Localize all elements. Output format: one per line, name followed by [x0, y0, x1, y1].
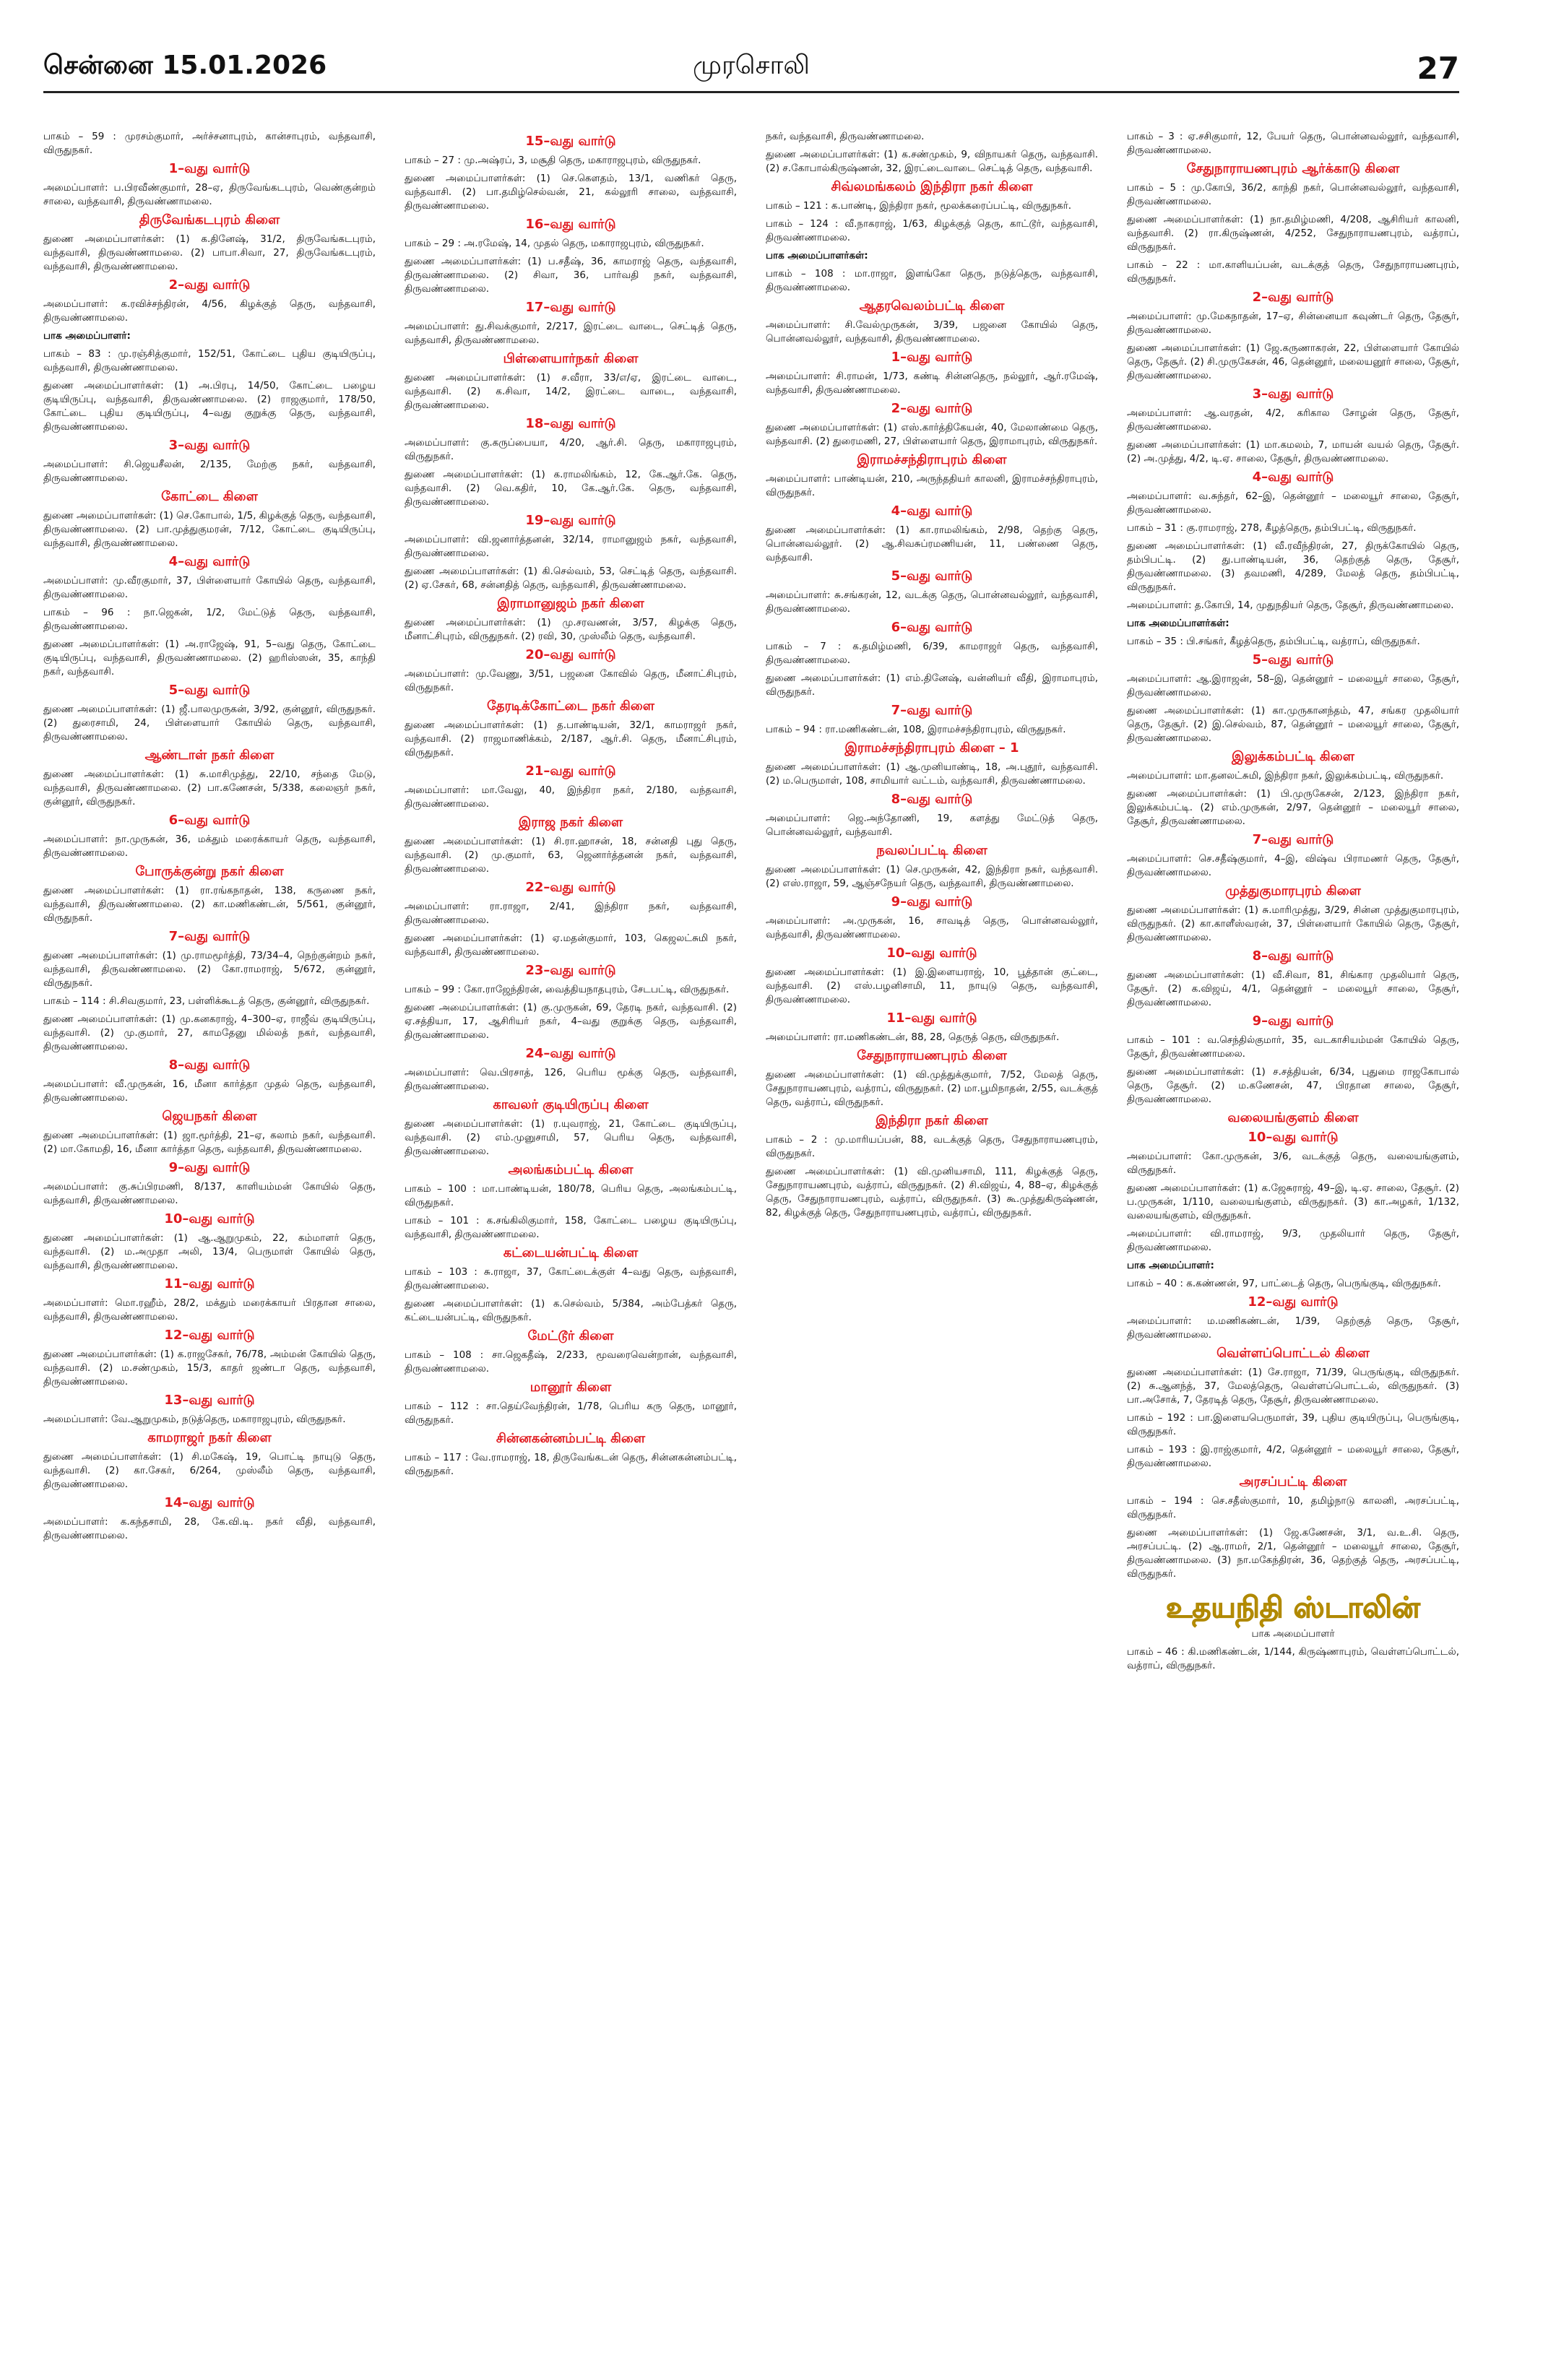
section-heading: 6–வது வார்டு: [168, 813, 251, 828]
section-heading: ஜெயநகர் கிளை: [162, 1109, 257, 1124]
entry-text: பாகம் – 112 : சா.தெய்வேந்திரன், 1/78, பெரிய கரு தெரு, மானூர், விருதுநகர்.: [405, 1401, 737, 1426]
section-heading: 14–வது வார்டு: [164, 1495, 255, 1510]
entry-text: துணை அமைப்பாளர்கள்: (1) த.பாண்டியன், 32/1, காமராஜர் நகர், வந்தவாசி. (2) ராஜமாணிக்கம், 2/187, ஆர்.சி. தெரு, மீனாட்சிபுரம், விருதுநகர்.: [405, 719, 737, 758]
entry-text: துணை அமைப்பாளர்கள்: (1) ஜே.கணேசன், 3/1, வ.உ.சி. தெரு, அரசப்பட்டி. (2) ஆ.ராமர், 2/1, தென்னூர் – மலையூர் சாலை, தேசூர், திருவண்ணாமலை. (3) நா.மகேந்திரன், 36, தெற்குத் தெரு, அரசப்பட்டி, விருதுநகர்.: [1127, 1527, 1459, 1580]
section-heading: 12–வது வார்டு: [1248, 1294, 1339, 1310]
section-heading: இராமச்சந்திராபுரம் கிளை: [857, 452, 1007, 467]
section-heading: 21–வது வார்டு: [525, 763, 616, 779]
entry-text: துணை அமைப்பாளர்கள்: (1) சி.ரா.ஹாசன், 18, சன்னதி புது தெரு, வந்தவாசி. (2) மு.குமார், 63, ஜெனார்த்தனன் நகர், வந்தவாசி, திருவண்ணாமலை.: [405, 836, 737, 875]
section-heading: 5–வது வார்டு: [1252, 652, 1334, 667]
entry-text: துணை அமைப்பாளர்கள்: (1) மு.சரவணன், 3/57, கிழக்கு தெரு, மீனாட்சிபுரம், விருதுநகர். (2) ரவி, 30, முஸ்லீம் தெரு, வந்தவாசி.: [405, 617, 737, 642]
entry-text: துணை அமைப்பாளர்கள்: (1) கி.செல்வம், 53, செட்டித் தெரு, வந்தவாசி. (2) ஏ.சேகர், 68, சன்னதித் தெரு, வந்தவாசி, திருவண்ணாமலை.: [405, 566, 737, 591]
entry-text: பாகம் – 29 : அ.ரமேஷ், 14, முதல் தெரு, மகாராஜபுரம், விருதுநகர்.: [405, 238, 704, 249]
entry-text: பாகம் – 83 : மு.ரஞ்சித்குமார், 152/51, கோட்டை புதிய குடியிருப்பு, வந்தவாசி, திருவண்ணாமலை.: [43, 348, 376, 373]
entry-text: அமைப்பாளர்: சி.வேல்முருகன், 3/39, பஜனை கோயில் தெரு, பொன்னவல்லூர், வந்தவாசி, திருவண்ணாமலை.: [766, 319, 1098, 345]
entry-text: அமைப்பாளர்: க.ரவிச்சந்திரன், 4/56, கிழக்குத் தெரு, வந்தவாசி, திருவண்ணாமலை.: [43, 298, 376, 324]
section-heading: இலுக்கம்பட்டி கிளை: [1232, 749, 1354, 764]
section-heading: காமராஜர் நகர் கிளை: [147, 1430, 272, 1445]
section-heading: வலையங்குளம் கிளை: [1227, 1110, 1359, 1125]
entry-text: அமைப்பாளர்: மா.வேலு, 40, இந்திரா நகர், 2/180, வந்தவாசி, திருவண்ணாமலை.: [405, 784, 737, 810]
section-heading: 4–வது வார்டு: [891, 503, 973, 519]
entry-text: அமைப்பாளர்: க.கந்தசாமி, 28, கே.வி.டி. நகர் வீதி, வந்தவாசி, திருவண்ணாமலை.: [43, 1516, 376, 1541]
entry-text: துணை அமைப்பாளர்கள்: (1) ச.வீரா, 33/எ/ஏ, இரட்டை வாடை, வந்தவாசி. (2) க.சிவா, 14/2, இரட்டை வாடை, வந்தவாசி, திருவண்ணாமலை.: [405, 372, 737, 411]
entry-text: நகர், வந்தவாசி, திருவண்ணாமலை.: [766, 131, 925, 142]
section-heading: 18–வது வார்டு: [525, 416, 616, 431]
section-heading: ஆதரவெலம்பட்டி கிளை: [859, 298, 1005, 313]
entry-text: பாகம் – 94 : ரா.மணிகண்டன், 108, இராமச்சந்திராபுரம், விருதுநகர்.: [766, 724, 1066, 735]
entry-text: பாகம் – 103 : சு.ராஜா, 37, கோட்டைக்குள் 4–வது தெரு, வந்தவாசி, திருவண்ணாமலை.: [405, 1266, 737, 1291]
issue-city-date: சென்னை 15.01.2026: [43, 51, 327, 80]
entry-text: பாகம் – 96 : நா.ஜெகன், 1/2, மேட்டுத் தெரு, வந்தவாசி, திருவண்ணாமலை.: [43, 607, 376, 632]
entry-text: துணை அமைப்பாளர்கள்: (1) ப.சதீஷ், 36, காமராஜ் தெரு, வந்தவாசி, திருவண்ணாமலை. (2) சிவா, 36, பார்வதி நகர், வந்தவாசி, திருவண்ணாமலை.: [405, 256, 737, 295]
entry-text: துணை அமைப்பாளர்கள்: (1) ஜே.கருணாகரன், 22, பிள்ளையார் கோயில் தெரு, தேசூர். (2) சி.முருகேசன், 46, தென்னூர், மலையனூர் சாலை, தேசூர், திருவண்ணாமலை.: [1127, 342, 1459, 381]
entry-text: பாகம் – 121 : க.பாண்டி, இந்திரா நகர், மூலக்கரைப்பட்டி, விருதுநகர்.: [766, 200, 1072, 212]
entry-text: துணை அமைப்பாளர்கள்: (1) வீ.ரவீந்திரன், 27, திருக்கோயில் தெரு, தம்பிபட்டி. (2) து.பாண்டியன், 36, தெற்குத் தெரு, தேசூர், திருவண்ணாமலை. (3) தவமணி, 4/289, மேலத் தெரு, தம்பிபட்டி, விருதுநகர்.: [1127, 540, 1459, 593]
entry-text: துணை அமைப்பாளர்கள்: (1) சு.மாரிமுத்து, 3/29, சின்ன முத்துகுமாரபுரம், விருதுநகர். (2) கா.காளீஸ்வரன், 37, பிள்ளையார் கோயில் தெரு, தேசூர், திருவண்ணாமலை.: [1127, 904, 1459, 943]
entry-text: அமைப்பாளர்: கு.கருப்பையா, 4/20, ஆர்.சி. தெரு, மகாராஜபுரம், விருதுநகர்.: [405, 437, 737, 462]
entry-text: அமைப்பாளர்: ம.மணிகண்டன், 1/39, தெற்குத் தெரு, தேசூர், திருவண்ணாமலை.: [1127, 1315, 1459, 1341]
section-heading: 1–வது வார்டு: [168, 161, 251, 176]
entry-text: பாகம் – 46 : கி.மணிகண்டன், 1/144, கிருஷ்ணாபுரம், வெள்ளப்பொட்டல், வத்ராப், விருதுநகர்.: [1127, 1646, 1459, 1671]
section-heading: 7–வது வார்டு: [1252, 832, 1334, 847]
entry-text: அமைப்பாளர்: வே.ஆறுமுகம், நடுத்தெரு, மகாராஜபுரம், விருதுநகர்.: [43, 1414, 346, 1425]
section-heading: 13–வது வார்டு: [164, 1393, 255, 1408]
section-heading: 7–வது வார்டு: [891, 703, 973, 718]
entry-text: துணை அமைப்பாளர்கள்: (1) க.தினேஷ், 31/2, திருவேங்கடபுரம், வந்தவாசி, திருவண்ணாமலை. (2) பாபா.சிவா, 27, திருவேங்கடபுரம், வந்தவாசி, திருவண்ணாமலை.: [43, 233, 376, 272]
entry-text: பாகம் – 59 : முரசம்குமார், அர்ச்சனாபுரம், கான்சாபுரம், வந்தவாசி, விருதுநகர்.: [43, 131, 376, 156]
column-1: [43, 130, 376, 2355]
section-heading: 4–வது வார்டு: [168, 554, 251, 569]
entry-text: பாகம் – 101 : வ.செந்தில்குமார், 35, வடகாசியம்மன் கோயில் தெரு, தேசூர், திருவண்ணாமலை.: [1127, 1034, 1459, 1060]
section-heading: 20–வது வார்டு: [525, 647, 616, 662]
section-heading: மேட்டூர் கிளை: [527, 1328, 614, 1343]
entry-text: பாகம் – 100 : மா.பாண்டியன், 180/78, பெரிய தெரு, அலங்கம்பட்டி, விருதுநகர்.: [405, 1183, 737, 1208]
entry-text: அமைப்பாளர்: நா.முருகன், 36, மக்தும் மரைக்காயர் தெரு, வந்தவாசி, திருவண்ணாமலை.: [43, 834, 376, 859]
entry-text: அமைப்பாளர்: அ.முருகன், 16, சாவடித் தெரு, பொன்னவல்லூர், வந்தவாசி, திருவண்ணாமலை.: [766, 915, 1098, 940]
header-rule: [43, 91, 1459, 93]
entry-text: பாகம் – 40 : க.கண்ணன், 97, பாட்டைத் தெரு, பெருங்குடி, விருதுநகர்.: [1127, 1278, 1441, 1289]
section-heading: 12–வது வார்டு: [164, 1328, 255, 1343]
entry-text: துணை அமைப்பாளர்கள்: (1) எஸ்.கார்த்திகேயன், 40, மேலாண்மை தெரு, வந்தவாசி. (2) துரைமணி, 27, பிள்ளையார் தெரு, இராமாபுரம், விருதுநகர்.: [766, 422, 1098, 447]
entry-text: துணை அமைப்பாளர்கள்: (1) கா.முருகானந்தம், 47, சங்கர முதலியார் தெரு, தேசூர். (2) இ.செல்வம், 87, தென்னூர் – மலையூர் சாலை, தேசூர், திருவண்ணாமலை.: [1127, 705, 1459, 744]
section-heading: 10–வது வார்டு: [886, 945, 977, 961]
entry-text: அமைப்பாளர்: ஜெ.அந்தோணி, 19, களத்து மேட்டுத் தெரு, பொன்னவல்லூர், வந்தவாசி.: [766, 813, 1098, 838]
section-heading: இந்திரா நகர் கிளை: [876, 1113, 988, 1128]
entry-text: துணை அமைப்பாளர்கள்: (1) எம்.தினேஷ், வன்னியர் வீதி, இராமாபுரம், விருதுநகர்.: [766, 672, 1098, 698]
section-heading: மானூர் கிளை: [530, 1380, 612, 1395]
section-heading: 5–வது வார்டு: [168, 683, 251, 698]
entry-text: பாகம் – 124 : வீ.நாகராஜ், 1/63, கிழக்குத் தெரு, காட்டூர், வந்தவாசி, திருவண்ணாமலை.: [766, 218, 1098, 243]
entry-text: அமைப்பாளர்: வீ.முருகன், 16, மீனா கார்த்தா முதல் தெரு, வந்தவாசி, திருவண்ணாமலை.: [43, 1078, 376, 1104]
entry-text: அமைப்பாளர்: ரா.மணிகண்டன், 88, 28, தெருத் தெரு, விருதுநகர்.: [766, 1031, 1060, 1043]
entry-text: பாகம் – 99 : கோ.ராஜேந்திரன், வைத்தியநாதபுரம், சேடபட்டி, விருதுநகர்.: [405, 984, 730, 995]
entry-text: பாகம் – 7 : க.தமிழ்மணி, 6/39, காமராஜர் தெரு, வந்தவாசி, திருவண்ணாமலை.: [766, 641, 1098, 666]
entry-text: துணை அமைப்பாளர்கள்: (1) நா.தமிழ்மணி, 4/208, ஆசிரியர் காலனி, வந்தவாசி. (2) ரா.கிருஷ்ணன், 4/252, சேதுநாராயணபுரம், வத்ராப், விருதுநகர்.: [1127, 214, 1459, 253]
entry-text: துணை அமைப்பாளர்கள்: (1) கா.ராமலிங்கம், 2/98, தெற்கு தெரு, பொன்னவல்லூர். (2) ஆ.சிவசுப்ரமணியன், 11, பண்ணை தெரு, வந்தவாசி.: [766, 524, 1098, 563]
entry-text: பாகம் – 27 : மு.அஷ்ரப், 3, மசூதி தெரு, மகாராஜபுரம், விருதுநகர்.: [405, 155, 701, 166]
section-heading: சேதுநாராயணபுரம் ஆர்க்காடு கிளை: [1186, 161, 1400, 176]
entry-text: அமைப்பாளர்: வெ.பிரசாத், 126, பெரிய மூக்கு தெரு, வந்தவாசி, திருவண்ணாமலை.: [405, 1067, 737, 1092]
page-number: 27: [1417, 51, 1459, 86]
entry-text: பாகம் – 114 : சி.சிவகுமார், 23, பள்ளிக்கூடத் தெரு, குன்னூர், விருதுநகர்.: [43, 995, 370, 1007]
entry-text: பாகம் – 35 : பி.சங்கர், கீழத்தெரு, தம்பிபட்டி, வத்ராப், விருதுநகர்.: [1127, 636, 1420, 647]
section-heading: திருவேங்கடபுரம் கிளை: [139, 212, 280, 228]
entry-text: அமைப்பாளர்: ஆ.வரதன், 4/2, கரிகால சோழன் தெரு, தேசூர், திருவண்ணாமலை.: [1127, 407, 1459, 433]
section-heading: 7–வது வார்டு: [168, 929, 251, 944]
page-header: [43, 51, 1459, 87]
section-heading: 2–வது வார்டு: [891, 401, 973, 416]
entry-text: பாகம் – 31 : கு.ராமராஜ், 278, கீழத்தெரு, தம்பிபட்டி, விருதுநகர்.: [1127, 522, 1417, 534]
entry-text: அமைப்பாளர்: பாண்டியன், 210, அருந்ததியர் காலனி, இராமச்சந்திராபுரம், விருதுநகர்.: [766, 473, 1098, 498]
section-heading: 10–வது வார்டு: [1248, 1130, 1339, 1145]
section-heading: 16–வது வார்டு: [525, 217, 616, 232]
section-heading: முத்துகுமாரபுரம் கிளை: [1225, 883, 1361, 899]
entry-text: பாகம் – 193 : இ.ராஜ்குமார், 4/2, தென்னூர் – மலையூர் சாலை, தேசூர், திருவண்ணாமலை.: [1127, 1444, 1459, 1469]
section-label: பாக அமைப்பாளர்கள்:: [766, 250, 868, 261]
entry-text: அமைப்பாளர்: கோ.முருகன், 3/6, வடக்குத் தெரு, வலையங்குளம், விருதுநகர்.: [1127, 1151, 1459, 1176]
entry-text: துணை அமைப்பாளர்கள்: (1) ர.யுவராஜ், 21, கோட்டை குடியிருப்பு, வந்தவாசி. (2) எம்.முனுசாமி, 57, பெரிய தெரு, வந்தவாசி, திருவண்ணாமலை.: [405, 1118, 737, 1157]
section-heading: கோட்டை கிளை: [161, 489, 258, 504]
entry-text: அமைப்பாளர்: மு.வீரகுமார், 37, பிள்ளையார் கோயில் தெரு, வந்தவாசி, திருவண்ணாமலை.: [43, 575, 376, 600]
entry-text: அமைப்பாளர்: செ.சதீஷ்குமார், 4–இ, விஷ்வ பிராமணர் தெரு, தேசூர், திருவண்ணாமலை.: [1127, 853, 1459, 878]
article-columns: [43, 130, 1459, 2355]
entry-text: துணை அமைப்பாளர்கள்: (1) கு.முருகன், 69, தேரடி நகர், வந்தவாசி. (2) ஏ.சத்தியா, 17, ஆசிரியர் நகர், 4–வது குறுக்கு தெரு, வந்தவாசி, திருவண்ணாமலை.: [405, 1002, 737, 1041]
entry-text: துணை அமைப்பாளர்கள்: (1) சே.ராஜா, 71/39, பெருங்குடி, விருதுநகர். (2) சு.ஆனந்த், 37, மேலத்தெரு, வெள்ளப்பொட்டல், விருதுநகர். (3) பா.அசோக், 7, தேரடித் தெரு, தேசூர், திருவண்ணாமலை.: [1127, 1367, 1459, 1406]
entry-text: அமைப்பாளர்: கு.சுப்பிரமணி, 8/137, காளியம்மன் கோயில் தெரு, வந்தவாசி, திருவண்ணாமலை.: [43, 1181, 376, 1206]
section-heading: 22–வது வார்டு: [525, 880, 616, 895]
entry-text: துணை அமைப்பாளர்கள்: (1) மு.ராமமூர்த்தி, 73/34–4, நெற்குன்றம் நகர், வந்தவாசி, திருவண்ணாமலை. (2) கோ.ராமராஜ், 5/672, குன்னூர், விருதுநகர்.: [43, 950, 376, 989]
section-heading: 1–வது வார்டு: [891, 350, 973, 365]
entry-text: அமைப்பாளர்: சு.சங்கரன், 12, வடக்கு தெரு, பொன்னவல்லூர், வந்தவாசி, திருவண்ணாமலை.: [766, 589, 1098, 615]
entry-text: பாகம் – 22 : மா.காளியப்பன், வடக்குத் தெரு, சேதுநாராயணபுரம், விருதுநகர்.: [1127, 259, 1459, 285]
entry-text: துணை அமைப்பாளர்கள்: (1) க.ராமலிங்கம், 12, கே.ஆர்.கே. தெரு, வந்தவாசி. (2) வெ.கதிர், 10, கே.ஆர்.கே. தெரு, வந்தவாசி, திருவண்ணாமலை.: [405, 469, 737, 508]
entry-text: பாகம் – 108 : மா.ராஜா, இளங்கோ தெரு, நடுத்தெரு, வந்தவாசி, திருவண்ணாமலை.: [766, 268, 1098, 293]
entry-text: துணை அமைப்பாளர்கள்: (1) வி.முனியசாமி, 111, கிழக்குத் தெரு, சேதுநாராயணபுரம், வத்ராப், விருதுநகர். (2) சி.விஜய், 4, 88–ஏ, கிழக்குத் தெரு, சேதுநாராயணபுரம், வத்ராப், விருதுநகர். (3) கூ.முத்துகிருஷ்ணன், 82, கிழக்குத் தெரு, சேதுநாராயணபுரம், வத்ராப், விருதுநகர்.: [766, 1166, 1098, 1219]
entry-text: பாகம் – 5 : மு.கோபி, 36/2, காந்தி நகர், பொன்னவல்லூர், வந்தவாசி, திருவண்ணாமலை.: [1127, 182, 1459, 207]
entry-text: அமைப்பாளர்: வ.சுந்தர், 62–இ, தென்னூர் – மலையூர் சாலை, தேசூர், திருவண்ணாமலை.: [1127, 490, 1459, 516]
entry-text: துணை அமைப்பாளர்கள்: (1) க.சண்முகம், 9, விநாயகர் தெரு, வந்தவாசி. (2) ச.கோபால்கிருஷ்ணன், 32, இரட்டைவாடை செட்டித் தெரு, வந்தவாசி.: [766, 149, 1098, 174]
entry-text: அமைப்பாளர்: ஆ.இராஜன், 58–இ, தென்னூர் – மலையூர் சாலை, தேசூர், திருவண்ணாமலை.: [1127, 673, 1459, 698]
entry-text: பாகம் – 194 : செ.சதீஸ்குமார், 10, தமிழ்நாடு காலனி, அரசப்பட்டி, விருதுநகர்.: [1127, 1495, 1459, 1520]
section-label: பாக அமைப்பாளர்:: [1127, 1260, 1214, 1271]
entry-text: துணை அமைப்பாளர்கள்: (1) ச.சத்தியன், 6/34, புதுமை ராஜகோபால் தெரு, தேசூர். (2) ம.கணேசன், 47, பிரதான சாலை, தேசூர், திருவண்ணாமலை.: [1127, 1066, 1459, 1105]
entry-text: அமைப்பாளர்: து.சிவக்குமார், 2/217, இரட்டை வாடை, செட்டித் தெரு, வந்தவாசி, திருவண்ணாமலை.: [405, 321, 737, 346]
section-heading: 9–வது வார்டு: [1252, 1013, 1334, 1029]
section-heading: இராமச்சந்திராபுரம் கிளை – 1: [844, 740, 1019, 756]
section-heading: 3–வது வார்டு: [1252, 386, 1334, 402]
entry-text: அமைப்பாளர்: த.கோபி, 14, முதுநதியர் தெரு, தேசூர், திருவண்ணாமலை.: [1127, 600, 1454, 611]
section-heading: 9–வது வார்டு: [168, 1160, 251, 1175]
entry-text: பாகம் – 3 : ஏ.சசிகுமார், 12, பேயர் தெரு, பொன்னவல்லூர், வந்தவாசி, திருவண்ணாமலை.: [1127, 131, 1459, 156]
entry-text: அமைப்பாளர்: மொ.ரஹீம், 28/2, மக்தும் மரைக்காயர் பிரதான சாலை, வந்தவாசி, திருவண்ணாமலை.: [43, 1297, 376, 1323]
section-heading: இராமானுஜம் நகர் கிளை: [497, 596, 644, 611]
section-heading: 8–வது வார்டு: [1252, 948, 1334, 964]
section-heading: வெள்ளப்பொட்டல் கிளை: [1216, 1346, 1370, 1361]
section-heading: 5–வது வார்டு: [891, 568, 973, 584]
entry-text: துணை அமைப்பாளர்கள்: (1) இ.இளையராஜ், 10, பூத்தான் குட்டை, வந்தவாசி. (2) எஸ்.பழனிசாமி, 11, நாயுடு தெரு, வந்தவாசி, திருவண்ணாமலை.: [766, 966, 1098, 1005]
entry-text: அமைப்பாளர்: சி.ஜெயசீலன், 2/135, மேற்கு நகர், வந்தவாசி, திருவண்ணாமலை.: [43, 459, 376, 484]
section-heading: 11–வது வார்டு: [164, 1276, 255, 1291]
newspaper-title: முரசொலி: [693, 51, 810, 80]
entry-text: துணை அமைப்பாளர்கள்: (1) அ.ராஜேஷ், 91, 5–வது தெரு, கோட்டை குடியிருப்பு, வந்தவாசி, திருவண்ணாமலை. (2) ஹரிஸ்ஸன், 35, காந்தி நகர், வந்தவாசி.: [43, 639, 376, 678]
section-heading: இராஜ நகர் கிளை: [518, 815, 623, 830]
column-2: [405, 130, 737, 2355]
section-heading: 23–வது வார்டு: [525, 963, 616, 978]
section-heading: கட்டையன்பட்டி கிளை: [503, 1245, 639, 1260]
section-heading: தேரடிக்கோட்டை நகர் கிளை: [486, 698, 655, 714]
section-heading: 8–வது வார்டு: [168, 1057, 251, 1073]
section-heading: 17–வது வார்டு: [525, 300, 616, 315]
section-heading: ஆண்டாள் நகர் கிளை: [144, 748, 275, 763]
section-heading: 4–வது வார்டு: [1252, 469, 1334, 485]
section-heading: 15–வது வார்டு: [525, 134, 616, 149]
entry-text: பாகம் – 117 : வே.ராமராஜ், 18, திருவேங்கடன் தெரு, சின்னகன்னம்பட்டி, விருதுநகர்.: [405, 1452, 737, 1477]
entry-text: துணை அமைப்பாளர்கள்: (1) க.ராஜசேகர், 76/78, அம்மன் கோயில் தெரு, வந்தவாசி. (2) ம.சண்முகம், 15/3, காதர் ஜண்டா தெரு, வந்தவாசி, திருவண்ணாமலை.: [43, 1349, 376, 1388]
section-heading: போருக்குன்று நகர் கிளை: [135, 864, 284, 879]
entry-text: துணை அமைப்பாளர்கள்: (1) சு.மாசிமுத்து, 22/10, சந்தை மேடு, வந்தவாசி, திருவண்ணாமலை. (2) பா.கணேசன், 5/338, கலைஞர் நகர், குன்னூர், விருதுநகர்.: [43, 769, 376, 808]
entry-text: அமைப்பாளர்: மா.தனலட்சுமி, இந்திரா நகர், இலுக்கம்பட்டி, விருதுநகர்.: [1127, 770, 1444, 782]
section-heading: 2–வது வார்டு: [168, 277, 251, 293]
entry-text: அமைப்பாளர்: ரா.ராஜா, 2/41, இந்திரா நகர், வந்தவாசி, திருவண்ணாமலை.: [405, 901, 737, 926]
section-heading: பிள்ளையார்நகர் கிளை: [503, 351, 639, 366]
entry-text: அமைப்பாளர்: ப.பிரவீண்குமார், 28–ஏ, திருவேங்கடபுரம், வெண்குன்றம் சாலை, வந்தவாசி, திருவண்ணாமலை.: [43, 182, 376, 207]
section-heading: சின்னகன்னம்பட்டி கிளை: [496, 1431, 646, 1446]
entry-text: துணை அமைப்பாளர்கள்: (1) பி.முருகேசன், 2/123, இந்திரா நகர், இலுக்கம்பட்டி. (2) எம்.முருகன், 2/97, தென்னூர் – மலையூர் சாலை, தேசூர், திருவண்ணாமலை.: [1127, 788, 1459, 827]
entry-text: துணை அமைப்பாளர்கள்: (1) ஆ.ஆறுமுகம், 22, கம்மாளர் தெரு, வந்தவாசி. (2) ம.அமுதா அலி, 13/4, பெருமாள் கோயில் தெரு, வந்தவாசி, திருவண்ணாமலை.: [43, 1232, 376, 1271]
entry-text: அமைப்பாளர்: சி.ராமன், 1/73, கண்டி சின்னதெரு, நல்லூர், ஆர்.ரமேஷ், வந்தவாசி, திருவண்ணாமலை.: [766, 371, 1098, 396]
entry-text: துணை அமைப்பாளர்கள்: (1) சி.மகேஷ், 19, பொட்டி நாயுடு தெரு, வந்தவாசி. (2) கா.சேகர், 6/264, முஸ்லீம் தெரு, வந்தவாசி, திருவண்ணாமலை.: [43, 1451, 376, 1490]
section-label: பாக அமைப்பாளர்கள்:: [1127, 618, 1229, 629]
entry-text: பாகம் – 101 : க.சங்கிலிகுமார், 158, கோட்டை பழைய குடியிருப்பு, வந்தவாசி, திருவண்ணாமலை.: [405, 1215, 737, 1240]
entry-text: பாகம் – 192 : பா.இளையபெருமாள், 39, புதிய குடியிருப்பு, பெருங்குடி, விருதுநகர்.: [1127, 1412, 1459, 1437]
entry-text: துணை அமைப்பாளர்கள்: (1) செ.கௌதம், 13/1, வணிகர் தெரு, வந்தவாசி. (2) பா.தமிழ்செல்வன், 21, கல்லூரி சாலை, வந்தவாசி, திருவண்ணாமலை.: [405, 173, 737, 212]
section-heading: அரசப்பட்டி கிளை: [1239, 1474, 1347, 1489]
section-heading: 2–வது வார்டு: [1252, 290, 1334, 305]
entry-text: துணை அமைப்பாளர்கள்: (1) ஜீ.பாலமுருகன், 3/92, குன்னூர், விருதுநகர். (2) துரைசாமி, 24, பிள்ளையார் கோயில் தெரு, வந்தவாசி, திருவண்ணாமலை.: [43, 704, 376, 743]
entry-text: துணை அமைப்பாளர்கள்: (1) மா.கமலம், 7, மாயன் வயல் தெரு, தேசூர். (2) அ.முத்து, 4/2, டி.ஏ. சாலை, தேசூர், திருவண்ணாமலை.: [1127, 439, 1459, 464]
highlight-name: உதயநிதி ஸ்டாலின்: [1166, 1591, 1420, 1624]
column-3: [766, 130, 1098, 2355]
entry-text: துணை அமைப்பாளர்கள்: (1) அ.பிரபு, 14/50, கோட்டை பழைய குடியிருப்பு, வந்தவாசி, திருவண்ணாமலை. (2) ராஜகுமார், 178/50, கோட்டை புதிய குடியிருப்பு, 4–வது குறுக்கு தெரு, வந்தவாசி, திருவண்ணாமலை.: [43, 380, 376, 433]
section-heading: அலங்கம்பட்டி கிளை: [508, 1162, 634, 1177]
entry-text: அமைப்பாளர்: வி.ஜனார்த்தனன், 32/14, ராமானுஜம் நகர், வந்தவாசி, திருவண்ணாமலை.: [405, 534, 737, 559]
entry-text: துணை அமைப்பாளர்கள்: (1) செ.கோபால், 1/5, கிழக்குத் தெரு, வந்தவாசி, திருவண்ணாமலை. (2) பா.முத்துகுமரன், 7/12, கோட்டை குடியிருப்பு, வந்தவாசி, திருவண்ணாமலை.: [43, 510, 376, 549]
section-heading: 3–வது வார்டு: [168, 438, 251, 453]
entry-text: துணை அமைப்பாளர்கள்: (1) வி.முத்துக்குமார், 7/52, மேலத் தெரு, சேதுநாராயணபுரம், வத்ராப், விருதுநகர். (2) மா.பூமிநாதன், 2/55, வடக்குத் தெரு, வத்ராப், விருதுநகர்.: [766, 1069, 1098, 1108]
entry-text: துணை அமைப்பாளர்கள்: (1) ரா.ரங்கநாதன், 138, கருணை நகர், வந்தவாசி, திருவண்ணாமலை. (2) கா.மணிகண்டன், 5/561, குன்னூர், விருதுநகர்.: [43, 885, 376, 924]
centered-caption: பாக அமைப்பாளர்: [1251, 1628, 1335, 1640]
column-4: [1127, 130, 1459, 2355]
section-heading: காவலர் குடியிருப்பு கிளை: [493, 1097, 649, 1112]
section-heading: 10–வது வார்டு: [164, 1211, 255, 1226]
section-heading: 8–வது வார்டு: [891, 792, 973, 807]
entry-text: பாகம் – 2 : மு.மாரியப்பன், 88, வடக்குத் தெரு, சேதுநாராயணபுரம், விருதுநகர்.: [766, 1134, 1098, 1159]
section-heading: சேதுநாராயணபுரம் கிளை: [857, 1048, 1007, 1063]
entry-text: அமைப்பாளர்: மு.மேகநாதன், 17–ஏ, சின்னையா கவுண்டர் தெரு, தேசூர், திருவண்ணாமலை.: [1127, 311, 1459, 336]
section-heading: 24–வது வார்டு: [525, 1046, 616, 1061]
entry-text: துணை அமைப்பாளர்கள்: (1) வீ.சிவா, 81, சிங்கார முதலியார் தெரு, தேசூர். (2) க.விஜய், 4/1, தென்னூர் – மலையூர் சாலை, தேசூர், திருவண்ணாமலை.: [1127, 969, 1459, 1008]
entry-text: துணை அமைப்பாளர்கள்: (1) ஏ.மதன்குமார், 103, கெஜலட்சுமி நகர், வந்தவாசி, திருவண்ணாமலை.: [405, 932, 737, 958]
section-heading: 11–வது வார்டு: [886, 1011, 977, 1026]
section-heading: 6–வது வார்டு: [891, 620, 973, 635]
entry-text: துணை அமைப்பாளர்கள்: (1) க.ஜேசுராஜ், 49–இ, டி.ஏ. சாலை, தேசூர். (2) ப.முருகன், 1/110, வலையங்குளம், விருதுநகர். (3) கா.அழகர், 1/132, வலையங்குளம், விருதுநகர்.: [1127, 1182, 1459, 1221]
entry-text: துணை அமைப்பாளர்கள்: (1) மு.கனகராஜ், 4–300–ஏ, ராஜீவ் குடியிருப்பு, வந்தவாசி. (2) மு.குமார், 27, காமதேனு மில்லத் நகர், வந்தவாசி, திருவண்ணாமலை.: [43, 1013, 376, 1052]
section-heading: 9–வது வார்டு: [891, 894, 973, 909]
entry-text: துணை அமைப்பாளர்கள்: (1) ஜா.மூர்த்தி, 21–ஏ, கலாம் நகர், வந்தவாசி. (2) மா.கோமதி, 16, மீனா கார்த்தா தெரு, வந்தவாசி, திருவண்ணாமலை.: [43, 1130, 376, 1155]
entry-text: துணை அமைப்பாளர்கள்: (1) செ.முருகன், 42, இந்திரா நகர், வந்தவாசி. (2) எஸ்.ராஜா, 59, ஆஞ்சநேயர் தெரு, வந்தவாசி, திருவண்ணாமலை.: [766, 864, 1098, 889]
entry-text: துணை அமைப்பாளர்கள்: (1) க.செல்வம், 5/384, அம்பேத்கர் தெரு, கட்டையன்பட்டி, விருதுநகர்.: [405, 1298, 737, 1323]
section-heading: சிவ்லமங்கலம் இந்திரா நகர் கிளை: [831, 179, 1033, 194]
section-heading: 19–வது வார்டு: [525, 513, 616, 528]
entry-text: துணை அமைப்பாளர்கள்: (1) ஆ.முனியாண்டி, 18, அ.புதூர், வந்தவாசி. (2) ம.பெருமாள், 108, சாமியார் வட்டம், வந்தவாசி, திருவண்ணாமலை.: [766, 761, 1098, 787]
section-heading: நவலப்பட்டி கிளை: [876, 843, 987, 858]
entry-text: பாகம் – 108 : சா.ஜெகதீஷ், 2/233, மூவரைவென்றான், வந்தவாசி, திருவண்ணாமலை.: [405, 1349, 737, 1375]
section-label: பாக அமைப்பாளர்:: [43, 330, 131, 342]
entry-text: அமைப்பாளர்: மு.வேணு, 3/51, பஜனை கோவில் தெரு, மீனாட்சிபுரம், விருதுநகர்.: [405, 668, 737, 693]
entry-text: அமைப்பாளர்: வி.ராமராஜ், 9/3, முதலியார் தெரு, தேசூர், திருவண்ணாமலை.: [1127, 1228, 1459, 1253]
